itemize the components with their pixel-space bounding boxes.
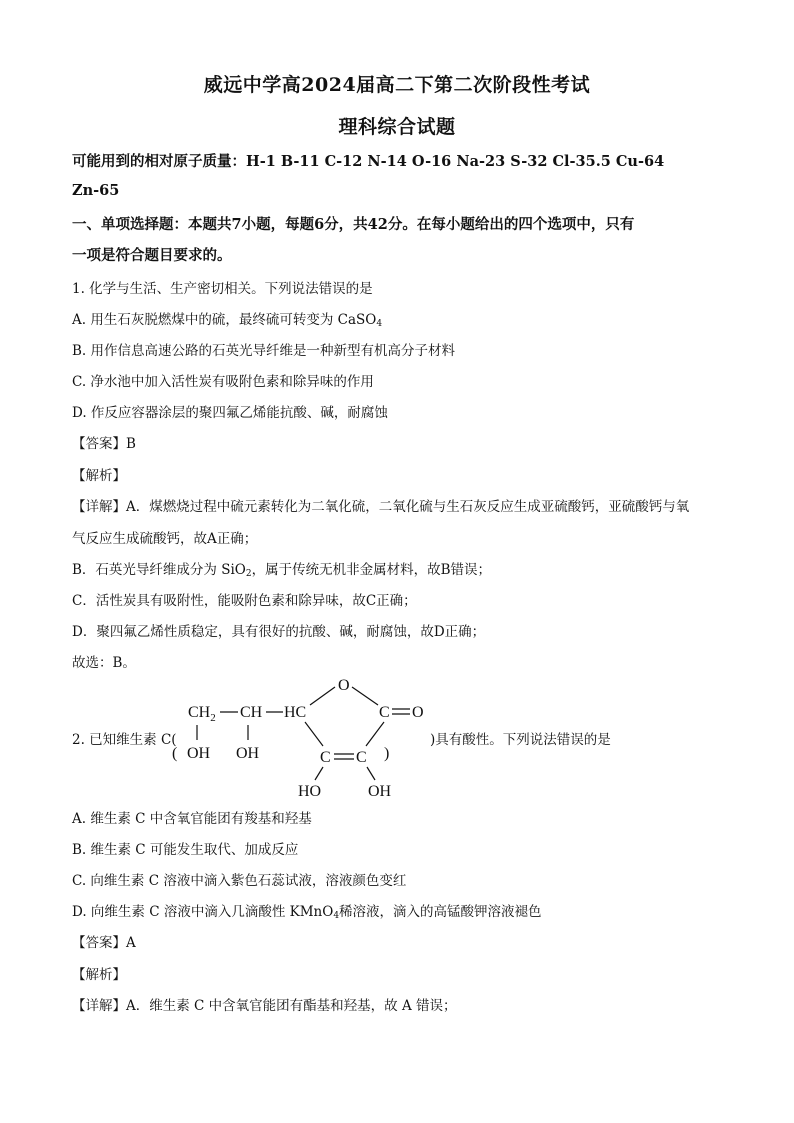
q2-stem-suffix: )具有酸性。下列说法错误的是 bbox=[430, 732, 611, 748]
q1-detail-b-post: ，属于传统无机非金属材料，故B错误； bbox=[251, 562, 492, 578]
q1-option-a-text: A. 用生石灰脱燃煤中的硫，最终硫可转变为 CaSO bbox=[72, 312, 377, 328]
bond-c-ho bbox=[315, 767, 323, 780]
exam-title: 威远中学高2024届高二下第二次阶段性考试 bbox=[203, 74, 591, 96]
struct-c-left: C bbox=[320, 749, 331, 766]
bond-hc-o bbox=[310, 687, 335, 705]
q1-detail-d: D．聚四氟乙烯性质稳定，具有很好的抗酸、碱，耐腐蚀，故D正确； bbox=[72, 624, 486, 640]
q2-detail-a: 【详解】A．维生素 C 中含氧官能团有酯基和羟基，故 A 错误； bbox=[72, 998, 457, 1014]
section-heading-line-2: 一项是符合题目要求的。 bbox=[72, 247, 232, 264]
atomic-mass-line-2: Zn-65 bbox=[72, 182, 120, 199]
q1-detail-b bbox=[72, 558, 491, 579]
q1-option-a-subscript: 4 bbox=[376, 319, 383, 329]
struct-ho-bottom: HO bbox=[298, 783, 322, 800]
q1-option-b: B. 用作信息高速公路的石英光导纤维是一种新型有机高分子材料 bbox=[72, 343, 456, 359]
struct-ring-oxygen: O bbox=[338, 677, 350, 694]
q1-conclusion: 故选：B。 bbox=[72, 655, 136, 671]
q2-option-d-pre: D. 向维生素 C 溶液中滴入几滴酸性 KMnO bbox=[72, 904, 334, 920]
q1-option-d: D. 作反应容器涂层的聚四氟乙烯能抗酸、碱，耐腐蚀 bbox=[72, 405, 388, 421]
struct-carbonyl-c: C bbox=[379, 704, 390, 721]
q1-detail-line-1: 【详解】A．煤燃烧过程中硫元素转化为二氧化硫，二氧化硫与生石灰反应生成亚硫酸钙，亚硫酸钙与氧 bbox=[72, 499, 690, 515]
q2-option-d bbox=[72, 900, 542, 921]
bond-c-oh bbox=[367, 767, 375, 780]
atomic-mass-line-1: 可能用到的相对原子质量：H-1 B-11 C-12 N-14 O-16 Na-23 S-32 Cl-35.5 Cu-64 bbox=[72, 153, 665, 170]
q1-analysis-label: 【解析】 bbox=[72, 468, 126, 484]
q1-option-a bbox=[72, 308, 382, 329]
q1-detail-b-subscript: 2 bbox=[245, 569, 252, 579]
q2-option-d-subscript: 4 bbox=[333, 911, 340, 921]
q1-detail-c: C．活性炭具有吸附性，能吸附色素和除异味，故C正确； bbox=[72, 593, 417, 609]
q2-option-c: C. 向维生素 C 溶液中滴入紫色石蕊试液，溶液颜色变红 bbox=[72, 873, 407, 889]
struct-c-right: C bbox=[356, 749, 367, 766]
q1-answer: 【答案】B bbox=[72, 436, 136, 452]
struct-ch2: $CH_2$ bbox=[188, 704, 216, 724]
q1-detail-b-pre: B．石英光导纤维成分为 SiO bbox=[72, 562, 246, 578]
vitamin-c-structure bbox=[170, 672, 440, 800]
exam-subtitle: 理科综合试题 bbox=[338, 116, 456, 138]
struct-ch: CH bbox=[240, 704, 263, 721]
q1-detail-line-2: 气反应生成硫酸钙，故A正确； bbox=[72, 531, 258, 547]
struct-hc: HC bbox=[284, 704, 307, 721]
struct-paren-close: ) bbox=[384, 745, 390, 762]
bond-hc-c bbox=[305, 722, 323, 746]
q1-stem: 1. 化学与生活、生产密切相关。下列说法错误的是 bbox=[72, 281, 373, 297]
q2-option-d-post: 稀溶液，滴入的高锰酸钾溶液褪色 bbox=[339, 904, 542, 920]
struct-oh-1: OH bbox=[187, 745, 211, 762]
struct-oh-bottom: OH bbox=[368, 783, 392, 800]
q2-stem-prefix: 2. 已知维生素 C( bbox=[72, 732, 177, 748]
q2-option-a: A. 维生素 C 中含氧官能团有羧基和羟基 bbox=[72, 811, 312, 827]
section-heading-line-1: 一、单项选择题：本题共7小题，每题6分，共42分。在每小题给出的四个选项中，只有 bbox=[72, 216, 635, 233]
q2-answer: 【答案】A bbox=[72, 935, 136, 951]
q2-option-b: B. 维生素 C 可能发生取代、加成反应 bbox=[72, 842, 299, 858]
struct-paren-open: ( bbox=[172, 745, 178, 762]
struct-oh-2: OH bbox=[236, 745, 260, 762]
bond-c-c bbox=[366, 722, 384, 746]
q2-analysis-label: 【解析】 bbox=[72, 967, 126, 983]
bond-o-c bbox=[352, 687, 378, 705]
struct-carbonyl-o: O bbox=[412, 704, 424, 721]
q1-option-c: C. 净水池中加入活性炭有吸附色素和除异味的作用 bbox=[72, 374, 374, 390]
